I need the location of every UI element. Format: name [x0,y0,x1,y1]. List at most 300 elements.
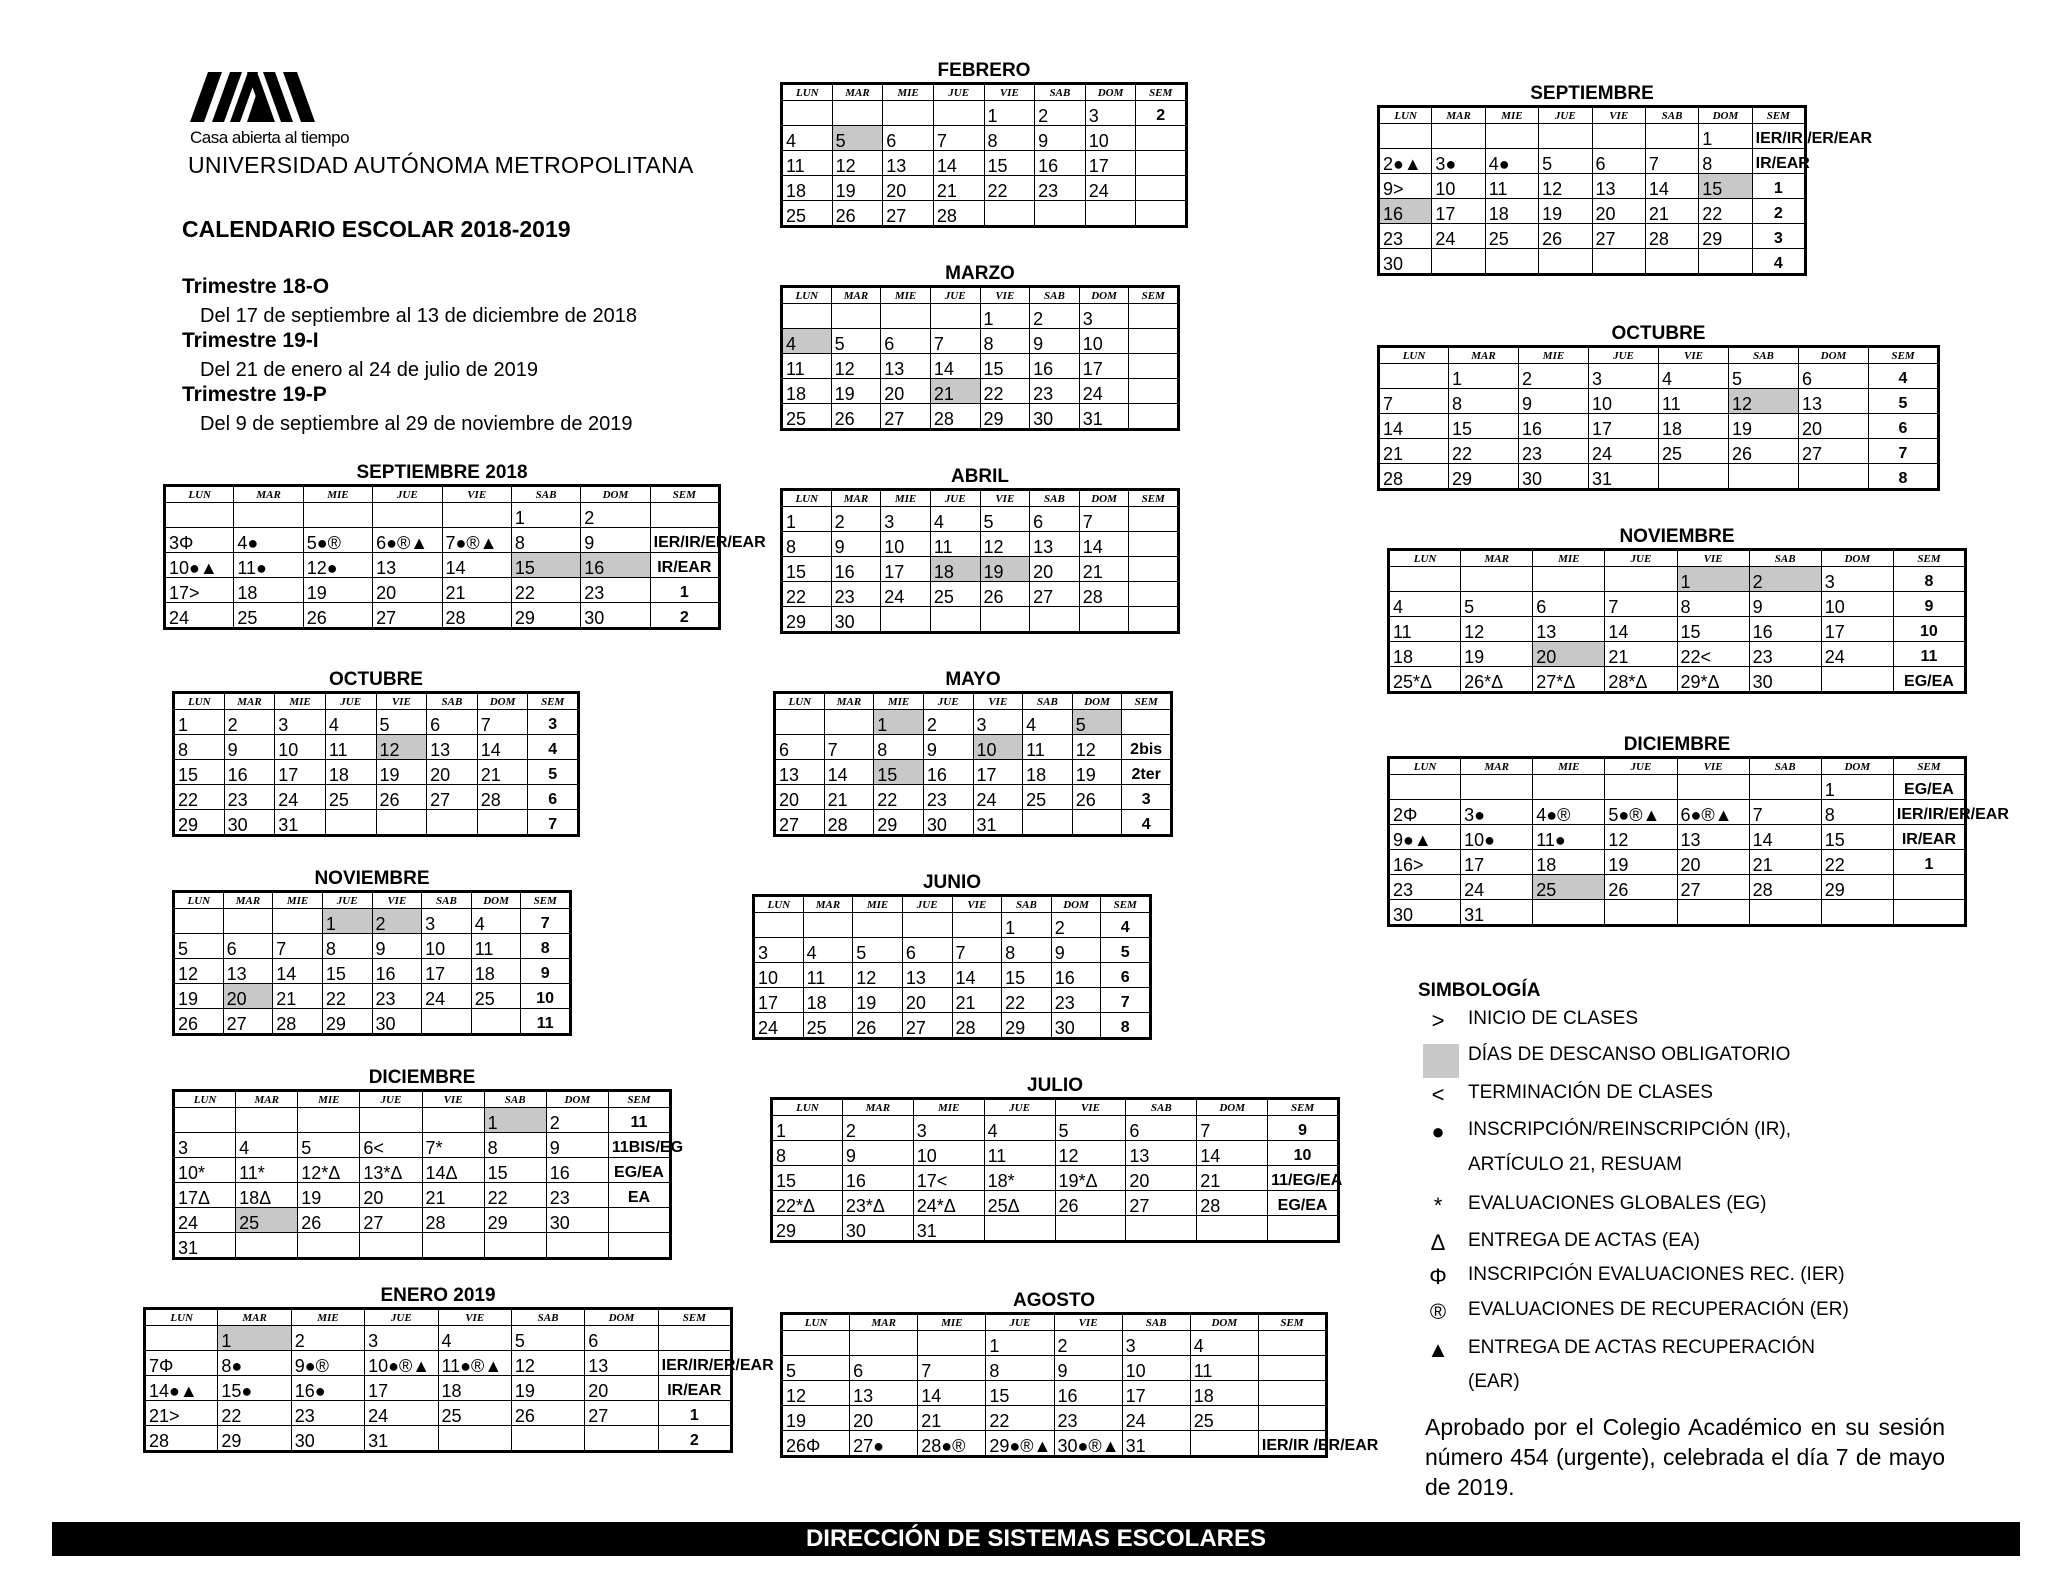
calendar-table [780,1312,1379,1458]
day-cell: 24 [1589,439,1659,464]
day-header: SAB [1023,693,1073,710]
day-header: MAR [234,486,303,503]
day-header: MIE [881,490,931,507]
day-cell: 1 [174,710,225,735]
week-cell: 8 [521,934,571,959]
day-cell: 14 [273,959,323,984]
day-cell: 25 [1485,224,1538,249]
day-header: DOM [1699,107,1752,124]
day-cell: 7 [824,735,874,760]
day-cell: 28 [145,1426,218,1452]
day-cell: 15● [218,1376,291,1401]
day-cell: 29 [174,810,225,836]
day-cell: 21 [952,988,1002,1013]
day-cell: 22*Δ [772,1191,843,1216]
day-cell: 1 [1821,775,1893,800]
day-cell: 16 [372,959,422,984]
day-cell: 18Δ [236,1183,298,1208]
day-cell: 22 [174,785,225,810]
day-cell: 9 [1030,329,1080,354]
week-row [782,201,1187,227]
day-cell [831,304,881,329]
day-header: MAR [1449,347,1519,364]
trimester-dates: Del 21 de enero al 24 de julio de 2019 [200,359,539,381]
day-cell: 10● [1461,825,1533,850]
day-cell [1035,201,1086,227]
day-cell [850,1331,918,1356]
day-cell: 24 [881,582,931,607]
week-row [782,304,1179,329]
day-cell: 25 [782,404,832,430]
month-calendar [780,263,1180,431]
day-header: VIE [1677,758,1749,775]
day-cell: 23*Δ [842,1191,913,1216]
day-header: JUE [984,1099,1055,1116]
day-header: JUE [930,490,980,507]
day-cell: 26 [1055,1191,1126,1216]
day-cell: 3 [1079,304,1129,329]
week-cell: IER/IR/ER/EAR [1893,800,1965,825]
day-cell: 11 [1389,617,1461,642]
month-calendar [1387,734,2009,927]
day-cell: 10 [973,735,1023,760]
day-cell: 29 [511,603,580,629]
week-cell [1129,532,1179,557]
day-cell: 3 [1122,1331,1190,1356]
week-row [145,1426,732,1452]
day-cell: 30 [372,1009,422,1035]
week-row [1379,224,1806,249]
day-cell: 25 [930,582,980,607]
day-cell [1197,1216,1268,1242]
calendar-table [1387,548,1967,694]
week-cell: IER/IR/ER/EAR [650,528,719,553]
footer-banner: DIRECCIÓN DE SISTEMAS ESCOLARES [52,1522,2020,1556]
day-cell: 14 [918,1381,986,1406]
week-row [1379,364,1939,389]
day-cell: 13 [883,151,934,176]
week-cell: 11 [608,1108,670,1133]
day-cell: 30 [1519,464,1589,490]
week-row [1379,389,1939,414]
day-cell: 20 [902,988,952,1013]
day-header: LUN [772,1099,843,1116]
day-header: LUN [782,287,832,304]
day-cell [1605,900,1677,926]
day-cell: 11● [234,553,303,578]
day-cell: 16 [1035,151,1086,176]
day-cell: 25*Δ [1389,667,1461,693]
day-header: VIE [1659,347,1729,364]
day-cell [298,1233,360,1259]
week-cell [1258,1356,1326,1381]
day-header: SAB [1030,287,1080,304]
day-cell: 31 [275,810,326,836]
day-cell: 22 [322,984,372,1009]
day-cell: 12*Δ [298,1158,360,1183]
day-cell [174,1108,236,1133]
day-cell [325,810,376,836]
day-header: MIE [918,1314,986,1331]
day-cell: 28 [933,201,984,227]
day-cell: 15 [174,760,225,785]
week-cell: 7 [528,810,579,836]
day-cell [442,503,511,528]
day-cell: 12 [1055,1141,1126,1166]
day-cell: 11 [782,151,833,176]
day-cell: 9 [581,528,650,553]
day-cell: 30 [291,1426,364,1452]
day-cell [373,503,442,528]
day-cell [1389,567,1461,592]
calendar-table [780,82,1188,228]
week-row [1379,149,1806,174]
calendar-table [773,691,1173,837]
day-cell [1072,810,1122,836]
week-cell: 4 [1122,810,1172,836]
day-cell: 11 [1023,735,1073,760]
day-cell [1821,667,1893,693]
day-cell: 17 [973,760,1023,785]
week-row [174,909,571,934]
day-header: DOM [1190,1314,1258,1331]
day-header: SAB [1645,107,1698,124]
day-cell [298,1108,360,1133]
approval-note: Aprobado por el Colegio Académico en su sesión número 454 (urgente), celebrada el día 7 de mayo de 2019. [1425,1414,1945,1500]
day-header: MAR [1432,107,1485,124]
month-title: OCTUBRE [1611,323,1706,344]
day-cell [980,607,1030,633]
day-cell: 10* [174,1158,236,1183]
day-cell: 1 [772,1116,843,1141]
day-cell [1749,900,1821,926]
day-cell [1592,249,1645,275]
day-cell: 31 [1589,464,1659,490]
day-cell: 4 [1190,1331,1258,1356]
day-cell: 7 [918,1356,986,1381]
week-cell [1258,1381,1326,1406]
day-cell: 29 [980,404,1030,430]
week-row [1379,199,1806,224]
day-cell: 8 [322,934,372,959]
day-header: MAR [236,1091,298,1108]
day-header: SAB [511,1309,584,1326]
week-cell [608,1208,670,1233]
day-header: SEM [1122,693,1172,710]
day-cell: 30 [1051,1013,1101,1039]
week-row [782,151,1187,176]
month-calendar [780,60,1188,228]
day-cell: 3● [1461,800,1533,825]
day-header: DOM [1799,347,1869,364]
day-cell: 2 [1054,1331,1122,1356]
day-header: SAB [1729,347,1799,364]
day-cell: 6 [1799,364,1869,389]
day-cell: 17 [1085,151,1136,176]
day-cell: 5 [1729,364,1799,389]
day-cell [832,101,883,126]
day-cell: 25 [1190,1406,1258,1431]
day-cell: 4 [1023,710,1073,735]
day-cell: 29 [1002,1013,1052,1039]
day-header: SAB [484,1091,546,1108]
day-header: DOM [1079,490,1129,507]
day-cell: 26 [1539,224,1592,249]
month-title: MAYO [945,669,1001,690]
day-cell [376,810,427,836]
day-cell: 12 [832,151,883,176]
day-cell: 21 [930,379,980,404]
week-row [174,1158,671,1183]
day-cell: 17 [275,760,326,785]
day-cell: 26 [831,404,881,430]
day-cell: 20 [585,1376,658,1401]
day-cell: 7 [1605,592,1677,617]
day-header: VIE [952,896,1002,913]
week-cell [1129,607,1179,633]
legend-item: INICIO DE CLASES [1468,1008,1638,1029]
day-cell [984,1216,1055,1242]
day-cell: 25 [1533,875,1605,900]
week-row [174,1208,671,1233]
day-cell: 19 [174,984,224,1009]
day-cell: 11 [325,735,376,760]
week-cell: 6 [528,785,579,810]
month-title: ENERO 2019 [380,1285,496,1306]
day-header: SAB [427,693,478,710]
day-cell [930,607,980,633]
day-header: LUN [174,1091,236,1108]
day-cell: 10 [1079,329,1129,354]
day-cell: 4●® [1533,800,1605,825]
week-row [1389,825,1966,850]
day-cell: 10 [275,735,326,760]
uam-logo [190,72,315,122]
day-cell: 26 [853,1013,903,1039]
day-cell: 29●®▲ [986,1431,1054,1457]
day-header: MIE [874,693,924,710]
day-cell: 10●▲ [165,553,234,578]
day-cell: 18 [1190,1381,1258,1406]
day-cell: 17 [754,988,804,1013]
week-cell: IR/EAR [650,553,719,578]
day-cell: 11 [1659,389,1729,414]
day-cell: 13 [1030,532,1080,557]
day-header: JUE [365,1309,438,1326]
day-cell: 3● [1432,149,1485,174]
day-cell [1126,1216,1197,1242]
day-header: MAR [1461,550,1533,567]
day-cell: 8 [980,329,1030,354]
week-cell [1893,900,1965,926]
day-cell: 9●▲ [1389,825,1461,850]
day-header: SEM [1129,490,1179,507]
week-row [165,603,720,629]
week-row [775,710,1172,735]
day-cell: 25 [803,1013,853,1039]
day-header: SAB [1002,896,1052,913]
day-cell: 2 [923,710,973,735]
week-cell: 7 [1101,988,1151,1013]
day-cell: 2 [1749,567,1821,592]
day-cell: 16> [1389,850,1461,875]
day-cell: 30 [842,1216,913,1242]
day-cell: 17> [165,578,234,603]
week-cell [1129,404,1179,430]
day-header: SEM [608,1091,670,1108]
day-cell: 21 [1749,850,1821,875]
day-cell: 20 [883,176,934,201]
day-cell: 27 [1126,1191,1197,1216]
day-cell: 4 [236,1133,298,1158]
month-title: AGOSTO [1013,1290,1095,1311]
day-cell: 20 [373,578,442,603]
day-cell: 5 [782,1356,850,1381]
day-cell: 4 [325,710,376,735]
legend-item: TERMINACIÓN DE CLASES [1468,1082,1713,1103]
day-cell: 15 [1002,963,1052,988]
day-cell [883,101,934,126]
day-cell: 28 [930,404,980,430]
day-cell: 14 [1605,617,1677,642]
day-header: LUN [782,84,833,101]
day-header: MAR [842,1099,913,1116]
day-cell: 27 [585,1401,658,1426]
week-cell: 5 [1869,389,1939,414]
month-title: DICIEMBRE [1623,734,1731,755]
day-header: SAB [1035,84,1086,101]
day-header: JUE [322,892,372,909]
day-cell [1539,249,1592,275]
day-cell: 17 [1432,199,1485,224]
week-row [174,760,579,785]
day-cell [1389,775,1461,800]
day-cell [360,1108,422,1133]
day-cell: 24 [1821,642,1893,667]
day-cell: 25 [471,984,521,1009]
month-title: NOVIEMBRE [1619,526,1735,547]
day-cell [853,913,903,938]
day-cell: 8 [1821,800,1893,825]
day-cell: 8 [1677,592,1749,617]
day-cell: 10 [422,934,472,959]
day-cell: 3 [422,909,472,934]
day-cell [1799,464,1869,490]
week-row [754,963,1151,988]
day-header: SEM [1129,287,1179,304]
week-row [782,1356,1327,1381]
day-cell [1533,900,1605,926]
day-cell [236,1233,298,1259]
day-cell: 22 [1699,199,1752,224]
day-header: LUN [165,486,234,503]
day-cell: 27 [902,1013,952,1039]
day-cell [1821,900,1893,926]
day-header: SAB [1122,1314,1190,1331]
day-cell: 7 [1379,389,1449,414]
day-cell: 18* [984,1166,1055,1191]
day-cell [881,304,931,329]
week-row [1389,800,1966,825]
day-cell [438,1426,511,1452]
day-cell: 9 [1035,126,1086,151]
day-cell: 19 [1605,850,1677,875]
day-cell: 6 [1592,149,1645,174]
week-cell: 8 [1893,567,1965,592]
day-cell [1461,567,1533,592]
day-cell: 1 [984,101,1035,126]
day-header: DOM [1072,693,1122,710]
day-cell: 18 [782,379,832,404]
day-cell: 29 [772,1216,843,1242]
month-calendar [172,868,572,1036]
day-cell: 2 [1051,913,1101,938]
day-cell: 28 [952,1013,1002,1039]
week-cell: IR/EAR [1752,149,1805,174]
motto: Casa abierta al tiempo [190,128,350,147]
week-row [174,810,579,836]
day-cell: 13 [1799,389,1869,414]
week-row [165,503,720,528]
day-header: SAB [511,486,580,503]
week-row [145,1401,732,1426]
week-row [772,1141,1339,1166]
day-header: SEM [1893,550,1965,567]
day-header: JUE [930,287,980,304]
day-cell [824,710,874,735]
day-cell: 4 [1389,592,1461,617]
week-cell: IER/IR /ER/EAR [1258,1431,1326,1457]
day-cell: 7 [1079,507,1129,532]
day-cell [952,913,1002,938]
day-cell: 6< [360,1133,422,1158]
day-cell: 17< [913,1166,984,1191]
day-header: SEM [1258,1314,1326,1331]
day-header: DOM [1821,758,1893,775]
day-cell: 24 [1432,224,1485,249]
week-cell [1258,1331,1326,1356]
day-cell: 21 [422,1183,484,1208]
day-cell: 7 [477,710,528,735]
day-cell: 11●®▲ [438,1351,511,1376]
week-cell: 2bis [1122,735,1172,760]
day-cell: 2 [546,1108,608,1133]
week-cell: 11 [521,1009,571,1035]
day-cell: 14 [1749,825,1821,850]
week-row [1379,249,1806,275]
day-cell: 2 [831,507,881,532]
day-cell: 1 [511,503,580,528]
week-row [1379,124,1806,149]
day-cell: 9 [842,1141,913,1166]
day-cell: 23 [291,1401,364,1426]
day-cell: 9 [546,1133,608,1158]
month-title: DICIEMBRE [368,1067,476,1088]
month-calendar [1387,526,1967,694]
legend-item: EVALUACIONES GLOBALES (EG) [1468,1193,1767,1214]
day-cell: 8 [1699,149,1752,174]
day-cell: 3 [881,507,931,532]
day-header: SAB [1126,1099,1197,1116]
day-cell: 23 [923,785,973,810]
day-header: MAR [850,1314,918,1331]
day-cell: 31 [1122,1431,1190,1457]
day-cell: 28 [1197,1191,1268,1216]
week-cell [1893,875,1965,900]
week-row [1389,900,1966,926]
day-cell: 19 [303,578,372,603]
day-cell: 12 [831,354,881,379]
